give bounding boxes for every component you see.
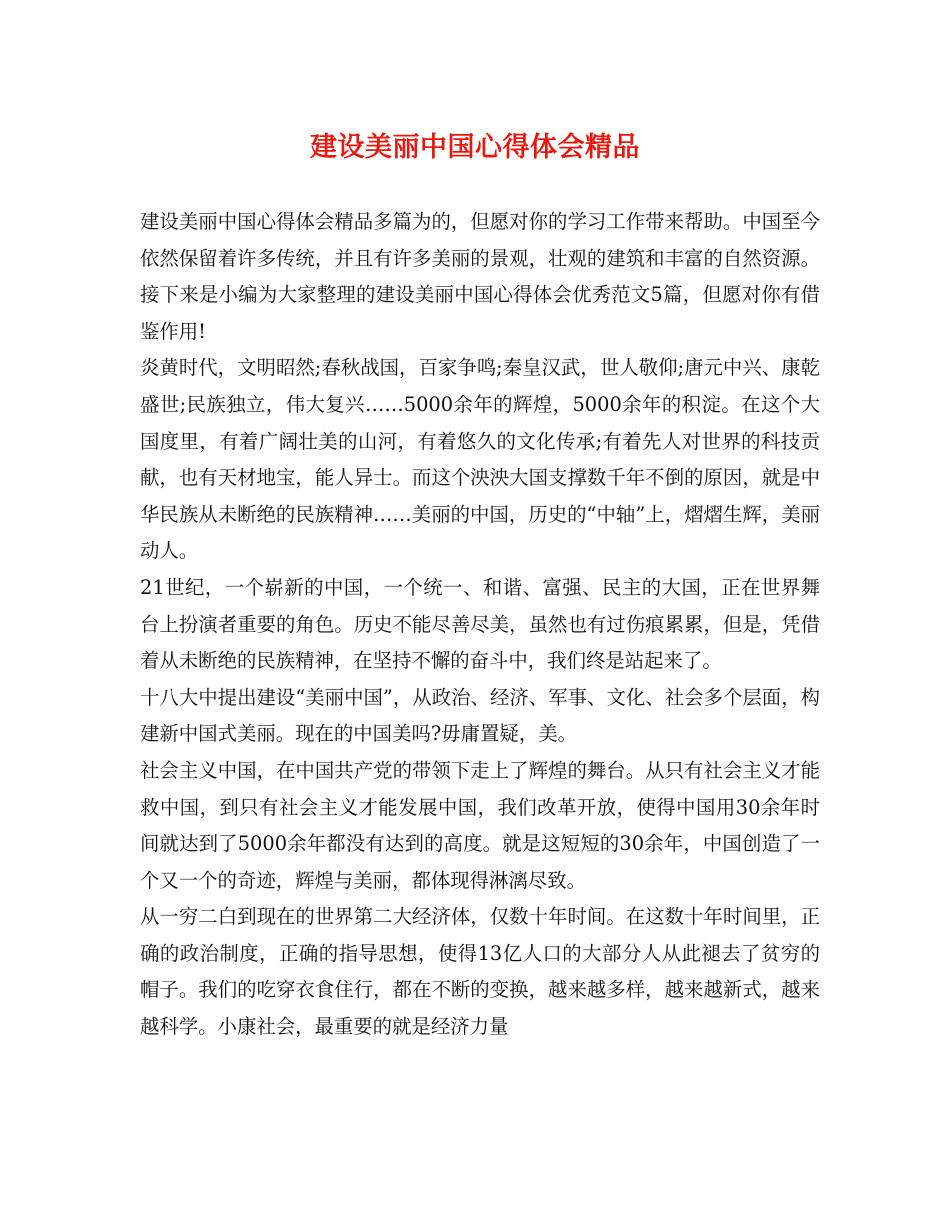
paragraph-6: 从一穷二白到现在的世界第二大经济体，仅数十年时间。在这数十年时间里，正确的政治制度，正确的指导思想，使得13亿人口的大部分人从此褪去了贫穷的帽子。我们的吃穿衣食住行，都在不断的变换，越来越多样，越来越新式，越来越科学。小康社会，最重要的就是经济力量 [140, 905, 820, 1039]
paragraph-3: 21世纪，一个崭新的中国，一个统一、和谐、富强、民主的大国，正在世界舞台上扮演者重要的角色。历史不能尽善尽美，虽然也有过伤痕累累，但是，凭借着从未断绝的民族精神，在坚持不懈的奋斗中，我们终是站起来了。 [140, 575, 820, 673]
paragraph-5: 社会主义中国，在中国共产党的带领下走上了辉煌的舞台。从只有社会主义才能救中国，到只有社会主义才能发展中国，我们改革开放，使得中国用30余年时间就达到了5000余年都没有达到的高度。就是这短短的30余年，中国创造了一个又一个的奇迹，辉煌与美丽，都体现得淋漓尽致。 [140, 758, 820, 892]
paragraph-2: 炎黄时代，文明昭然;春秋战国，百家争鸣;秦皇汉武，世人敬仰;唐元中兴、康乾盛世;民族独立，伟大复兴……5000余年的辉煌，5000余年的积淀。在这个大国度里，有着广阔壮美的山河，有着悠久的文化传承;有着先人对世界的科技贡献，也有天材地宝，能人异士。而这个泱泱大国支撑数千年不倒的原因，就是中华民族从未断绝的民族精神……美丽的中国，历史的“中轴”上，熠熠生辉，美丽动人。 [140, 356, 820, 563]
paragraph-4: 十八大中提出建设“美丽中国”，从政治、经济、军事、文化、社会多个层面，构建新中国式美丽。现在的中国美吗?毋庸置疑，美。 [140, 685, 820, 746]
paragraph-1: 建设美丽中国心得体会精品多篇为的，但愿对你的学习工作带来帮助。中国至今依然保留着许多传统，并且有许多美丽的景观，壮观的建筑和丰富的自然资源。接下来是小编为大家整理的建设美丽中国心得体会优秀范文5篇，但愿对你有借鉴作用! [140, 210, 820, 343]
document-title: 建设美丽中国心得体会精品 [310, 132, 640, 163]
document-body [140, 204, 820, 1046]
